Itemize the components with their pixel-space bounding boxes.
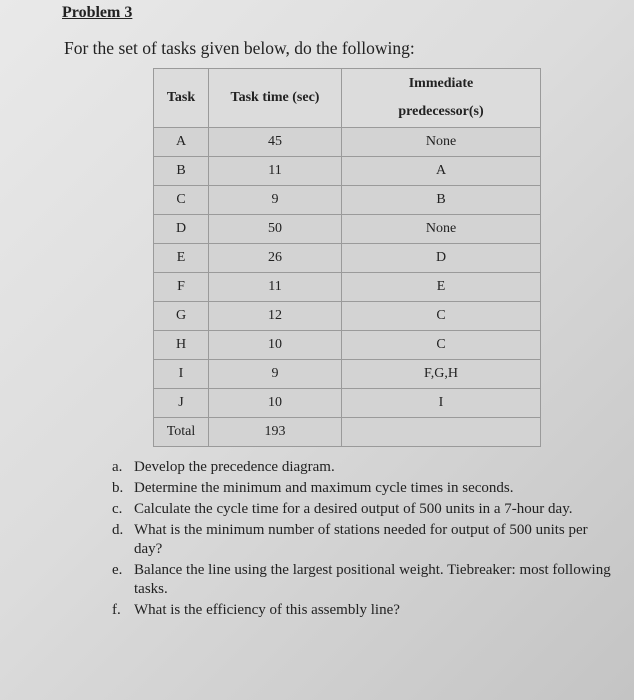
cell-predecessor: C [342,331,541,360]
cell-predecessor: A [342,157,541,186]
header-task-time: Task time (sec) [209,69,342,128]
cell-time: 45 [209,128,342,157]
cell-predecessor: None [342,215,541,244]
question-item [112,479,612,498]
table-row [154,128,541,157]
question-text: Determine the minimum and maximum cycle times in seconds. [134,480,514,496]
table-row [154,244,541,273]
cell-predecessor: C [342,302,541,331]
cell-task: I [154,360,209,389]
table-header-row [154,69,541,128]
cell-time: 11 [209,157,342,186]
header-predecessors-line1: Immediate [408,76,474,91]
table-row [154,360,541,389]
cell-task: D [154,215,209,244]
cell-predecessor: B [342,186,541,215]
cell-time: 50 [209,215,342,244]
question-label: b. [112,480,124,496]
question-item [112,601,612,620]
question-text: What is the minimum number of stations needed for output of 500 units per day? [134,522,588,557]
question-list [112,458,612,622]
cell-time: 9 [209,186,342,215]
question-text: Balance the line using the largest positional weight. Tiebreaker: most following tasks. [134,562,611,597]
total-time: 193 [209,418,342,447]
cell-task: J [154,389,209,418]
question-label: f. [112,602,121,618]
problem-intro: For the set of tasks given below, do the following: [64,38,415,58]
table-row [154,389,541,418]
cell-time: 12 [209,302,342,331]
question-item [112,458,612,477]
table-row [154,186,541,215]
header-predecessors [342,69,541,128]
cell-time: 10 [209,389,342,418]
cell-predecessor: F,G,H [342,360,541,389]
cell-task: G [154,302,209,331]
header-task: Task [154,69,209,128]
total-label: Total [154,418,209,447]
cell-task: E [154,244,209,273]
cell-predecessor: I [342,389,541,418]
cell-predecessor: D [342,244,541,273]
question-item [112,561,612,599]
table-row [154,302,541,331]
cell-task: C [154,186,209,215]
question-label: c. [112,501,123,517]
cell-predecessor: None [342,128,541,157]
task-table [153,68,541,447]
cell-predecessor: E [342,273,541,302]
question-item [112,521,612,559]
table-row [154,273,541,302]
table-row [154,331,541,360]
question-text: Calculate the cycle time for a desired output of 500 units in a 7-hour day. [134,501,573,517]
question-label: e. [112,562,123,578]
cell-time: 26 [209,244,342,273]
header-predecessors-line2: predecessor(s) [398,104,484,119]
cell-time: 10 [209,331,342,360]
question-item [112,500,612,519]
cell-task: A [154,128,209,157]
table-total-row [154,418,541,447]
question-text: Develop the precedence diagram. [134,459,335,475]
question-text: What is the efficiency of this assembly line? [134,602,400,618]
table-row [154,215,541,244]
table-row [154,157,541,186]
cell-task: F [154,273,209,302]
cell-time: 9 [209,360,342,389]
cell-task: B [154,157,209,186]
cell-time: 11 [209,273,342,302]
problem-title: Problem 3 [62,4,133,21]
question-label: d. [112,522,124,538]
total-empty-cell [342,418,541,447]
question-label: a. [112,459,123,475]
cell-task: H [154,331,209,360]
